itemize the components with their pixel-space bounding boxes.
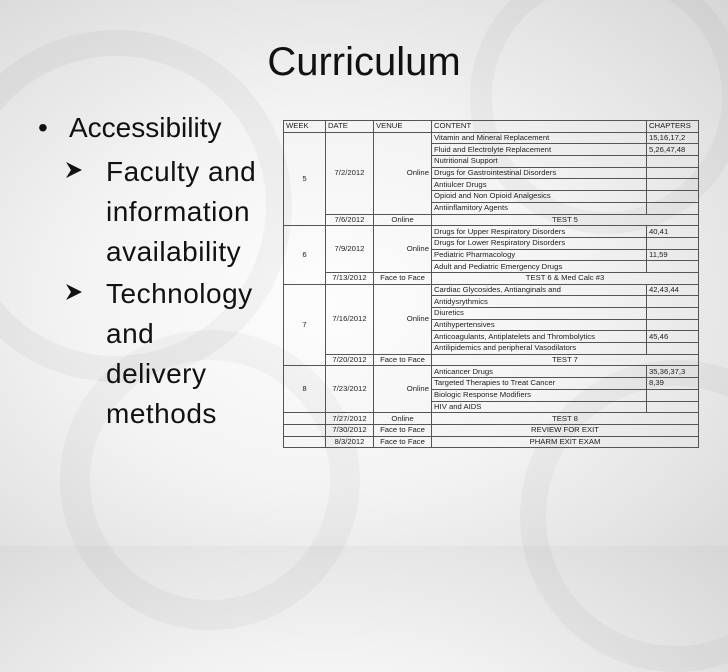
content-cell: Drugs for Lower Respiratory Disorders [432, 237, 647, 249]
week-cell [284, 413, 326, 425]
venue-cell: Online [374, 226, 432, 273]
bullet-dot-icon: • [38, 112, 48, 143]
content-cell: Antiinflamitory Agents [432, 202, 647, 214]
week-cell [284, 436, 326, 448]
chapters-cell [647, 319, 699, 331]
chapters-cell [647, 389, 699, 401]
test-label-cell: TEST 7 [432, 354, 699, 366]
sub-bullet-line: delivery [106, 358, 207, 389]
chapters-cell [647, 261, 699, 273]
content-cell: Pediatric Pharmacology [432, 249, 647, 261]
bullet-accessibility [38, 111, 256, 145]
content-cell: Fluid and Electrolyte Replacement [432, 144, 647, 156]
test-label-cell: TEST 5 [432, 214, 699, 226]
chapters-cell: 15,16,17,2 [647, 132, 699, 144]
test-row [284, 413, 699, 425]
date-cell: 7/20/2012 [326, 354, 374, 366]
content-cell: Drugs for Upper Respiratory Disorders [432, 226, 647, 238]
date-cell: 7/9/2012 [326, 226, 374, 273]
venue-cell: Online [374, 413, 432, 425]
bullet-list [38, 111, 256, 434]
week-cell: 6 [284, 226, 326, 284]
sub-bullet-line: information [106, 196, 251, 227]
test-row [284, 354, 699, 366]
table-row [284, 366, 699, 378]
date-cell: 7/16/2012 [326, 284, 374, 354]
chapters-cell: 42,43,44 [647, 284, 699, 296]
header-chapters: CHAPTERS [647, 121, 699, 133]
date-cell: 7/27/2012 [326, 413, 374, 425]
table-row [284, 132, 699, 144]
week-cell [284, 424, 326, 436]
arrow-bullet-icon [64, 282, 84, 302]
content-cell: Targeted Therapies to Treat Cancer [432, 378, 647, 390]
header-week: WEEK [284, 121, 326, 133]
chapters-cell: 40,41 [647, 226, 699, 238]
chapters-cell [647, 191, 699, 203]
chapters-cell [647, 308, 699, 320]
test-row [284, 436, 699, 448]
content-cell: Biologic Response Modifiers [432, 389, 647, 401]
venue-cell: Face to Face [374, 354, 432, 366]
sub-bullet-line: and [106, 318, 155, 349]
header-venue: VENUE [374, 121, 432, 133]
venue-cell: Face to Face [374, 436, 432, 448]
content-cell: HIV and AIDS [432, 401, 647, 413]
header-content: CONTENT [432, 121, 647, 133]
table-row [284, 226, 699, 238]
chapters-cell [647, 179, 699, 191]
sub-bullet-line: methods [106, 398, 217, 429]
week-cell: 8 [284, 366, 326, 413]
chapters-cell [647, 296, 699, 308]
test-row [284, 272, 699, 284]
date-cell: 7/13/2012 [326, 272, 374, 284]
content-cell: Adult and Pediatric Emergency Drugs [432, 261, 647, 273]
table-header-row [284, 121, 699, 133]
test-row [284, 214, 699, 226]
venue-cell: Online [374, 366, 432, 413]
chapters-cell [647, 156, 699, 168]
content-cell: Antidysrythmics [432, 296, 647, 308]
schedule-table [283, 120, 699, 448]
content-cell: Antihypertensives [432, 319, 647, 331]
content-cell: Antiulcer Drugs [432, 179, 647, 191]
chapters-cell: 5,26,47,48 [647, 144, 699, 156]
date-cell: 7/30/2012 [326, 424, 374, 436]
sub-bullet-line: Technology [106, 278, 253, 309]
arrow-bullet-icon [64, 160, 84, 180]
content-cell: Anticancer Drugs [432, 366, 647, 378]
venue-cell: Online [374, 284, 432, 354]
sub-bullet-faculty [38, 152, 256, 272]
content-cell: Cardiac Glycosides, Antianginals and [432, 284, 647, 296]
chapters-cell [647, 237, 699, 249]
week-cell: 7 [284, 284, 326, 366]
venue-cell: Online [374, 132, 432, 214]
test-row [284, 424, 699, 436]
content-cell: Drugs for Gastrointestinal Disorders [432, 167, 647, 179]
test-label-cell: PHARM EXIT EXAM [432, 436, 699, 448]
chapters-cell: 35,36,37,3 [647, 366, 699, 378]
chapters-cell [647, 167, 699, 179]
date-cell: 8/3/2012 [326, 436, 374, 448]
chapters-cell: 8,39 [647, 378, 699, 390]
test-label-cell: TEST 6 & Med Calc #3 [432, 272, 699, 284]
chapters-cell [647, 401, 699, 413]
chapters-cell [647, 202, 699, 214]
content-cell: Antilipidemics and peripheral Vasodilators [432, 343, 647, 355]
venue-cell: Face to Face [374, 424, 432, 436]
chapters-cell: 45,46 [647, 331, 699, 343]
chapters-cell [647, 343, 699, 355]
sub-bullet-line: availability [106, 236, 242, 267]
header-date: DATE [326, 121, 374, 133]
test-label-cell: REVIEW FOR EXIT [432, 424, 699, 436]
sub-bullet-technology [38, 274, 256, 434]
chapters-cell: 11,59 [647, 249, 699, 261]
test-label-cell: TEST 8 [432, 413, 699, 425]
date-cell: 7/6/2012 [326, 214, 374, 226]
slide-title: Curriculum [267, 40, 461, 84]
content-cell: Anticoagulants, Antiplatelets and Thrombolytics [432, 331, 647, 343]
date-cell: 7/2/2012 [326, 132, 374, 214]
venue-cell: Face to Face [374, 272, 432, 284]
venue-cell: Online [374, 214, 432, 226]
content-cell: Nutritional Support [432, 156, 647, 168]
content-cell: Vitamin and Mineral Replacement [432, 132, 647, 144]
week-cell: 5 [284, 132, 326, 226]
bullet-label: Accessibility [69, 112, 222, 143]
date-cell: 7/23/2012 [326, 366, 374, 413]
content-cell: Opioid and Non Opioid Analgesics [432, 191, 647, 203]
sub-bullet-line: Faculty and [106, 156, 257, 187]
content-cell: Diuretics [432, 308, 647, 320]
table-row [284, 284, 699, 296]
